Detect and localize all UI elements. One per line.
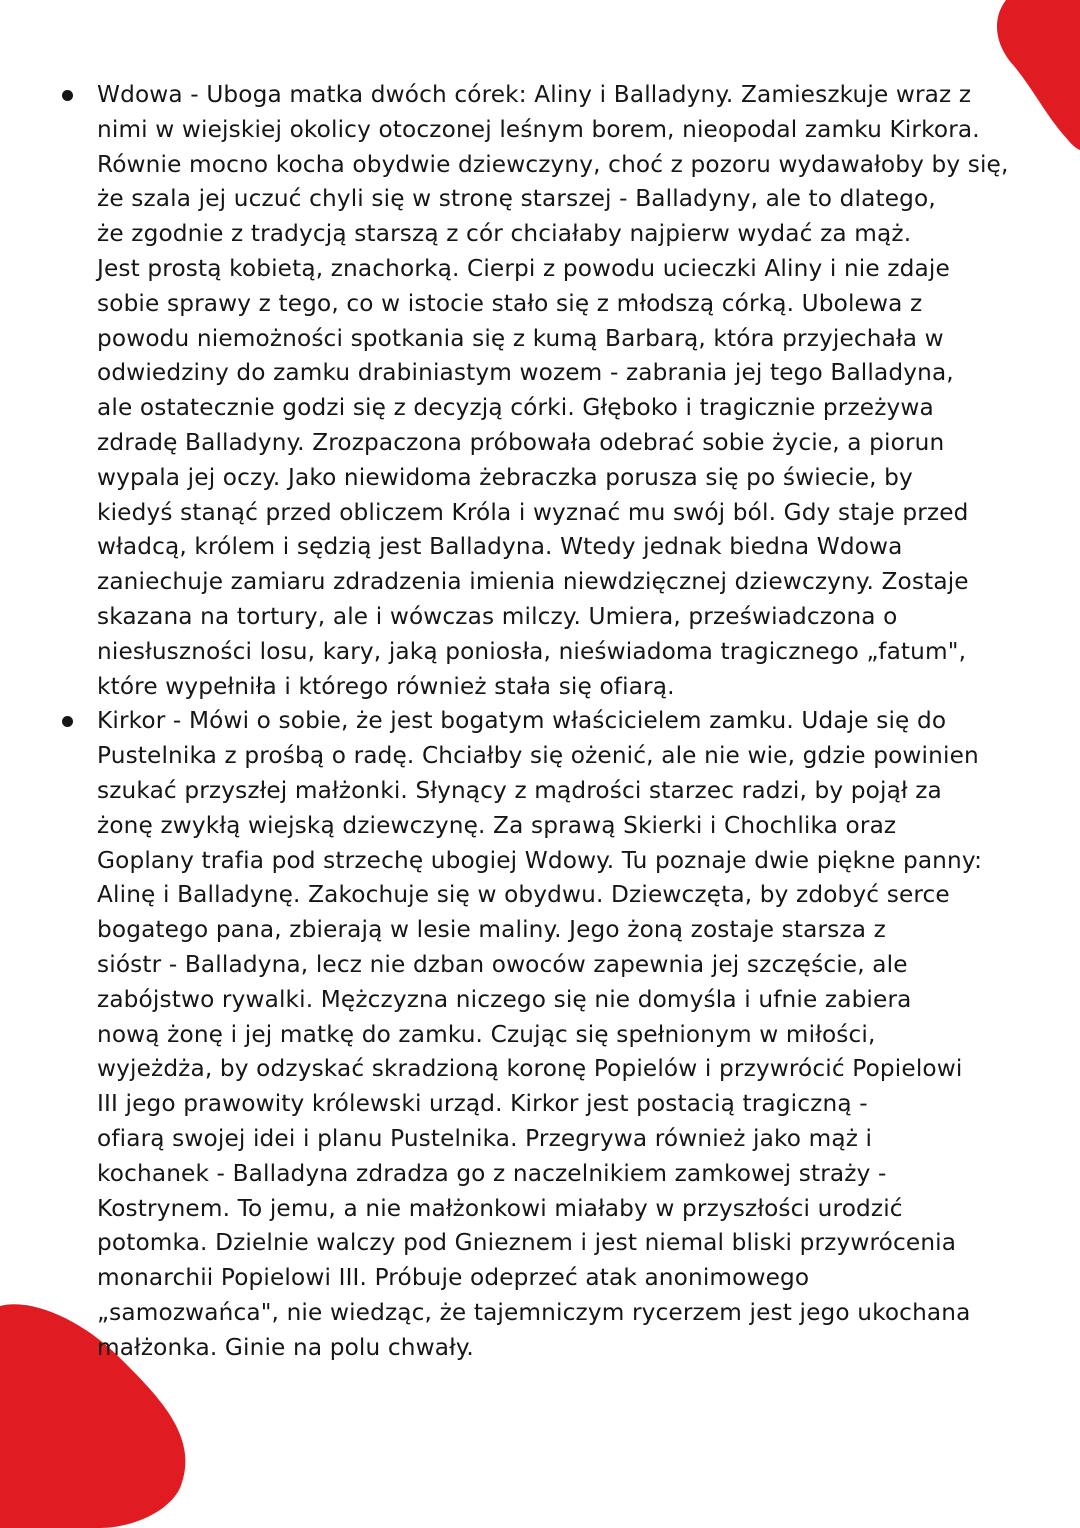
text-line: Kostrynem. To jemu, a nie małżonkowi miałaby w przyszłości urodzić <box>97 1194 903 1222</box>
text-line: szukać przyszłej małżonki. Słynący z mądrości starzec radzi, by pojął za <box>97 776 942 804</box>
text-line: bogatego pana, zbierają w lesie maliny. Jego żoną zostaje starsza z <box>97 916 886 944</box>
text-line: potomka. Dzielnie walczy pod Gnieznem i jest niemal bliski przywrócenia <box>97 1229 957 1257</box>
text-line: ale ostatecznie godzi się z decyzją córki. Głęboko i tragicznie przeżywa <box>97 394 934 422</box>
text-line: niesłuszności losu, kary, jaką poniosła, nieświadoma tragicznego „fatum", <box>97 637 967 665</box>
text-line: małżonka. Ginie na polu chwały. <box>97 1333 474 1361</box>
text-line: Wdowa - Uboga matka dwóch córek: Aliny i Balladyny. Zamieszkuje wraz z <box>97 81 972 108</box>
bullet-icon <box>62 90 73 101</box>
text-line: że zgodnie z tradycją starszą z cór chciałaby najpierw wydać za mąż. <box>97 220 912 248</box>
text-line: Kirkor - Mówi o sobie, że jest bogatym właścicielem zamku. Udaje się do <box>97 707 947 735</box>
text-line: że szala jej uczuć chyli się w stronę starszej - Balladyny, ale to dlatego, <box>97 185 936 213</box>
text-line: nimi w wiejskiej okolicy otoczonej leśnym borem, nieopodal zamku Kirkora. <box>97 115 980 143</box>
text-line: monarchii Popielowi III. Próbuje odeprzeć atak anonimowego <box>97 1264 810 1292</box>
text-line: „samozwańca", nie wiedząc, że tajemniczym rycerzem jest jego ukochana <box>97 1298 971 1326</box>
text-line: odwiedziny do zamku drabiniastym wozem - zabrania jej tego Balladyna, <box>97 359 954 387</box>
text-line: które wypełniła i którego również stała się ofiarą. <box>97 672 675 700</box>
text-line: władcą, królem i sędzią jest Balladyna. Wtedy jednak biedna Wdowa <box>97 533 903 561</box>
text-line: Goplany trafia pod strzechę ubogiej Wdowy. Tu poznaje dwie piękne panny: <box>97 846 983 874</box>
text-line: wypala jej oczy. Jako niewidoma żebraczka porusza się po świecie, by <box>97 463 913 491</box>
text-line: Jest prostą kobietą, znachorką. Cierpi z powodu ucieczki Aliny i nie zdaje <box>97 254 950 282</box>
text-line: Alinę i Balladynę. Zakochuje się w obydwu. Dziewczęta, by zdobyć serce <box>97 881 950 909</box>
text-line: żonę zwykłą wiejską dziewczynę. Za sprawą Skierki i Chochlika oraz <box>97 811 897 839</box>
text-line: wyjeżdża, by odzyskać skradzioną koronę Popielów i przywrócić Popielowi <box>97 1055 963 1083</box>
character-list <box>58 78 1023 1365</box>
text-line: zdradę Balladyny. Zrozpaczona próbowała odebrać sobie życie, a piorun <box>97 428 945 456</box>
text-line: nową żonę i jej matkę do zamku. Czując się spełnionym w miłości, <box>97 1020 876 1048</box>
entry-kirkor <box>58 704 1023 1365</box>
text-line: kiedyś stanąć przed obliczem Króla i wyznać mu swój ból. Gdy staje przed <box>97 498 969 526</box>
text-line: zabójstwo rywalki. Mężczyzna niczego się nie domyśla i ufnie zabiera <box>97 985 912 1013</box>
text-line: Równie mocno kocha obydwie dziewczyny, choć z pozoru wydawałoby by się, <box>97 150 1009 178</box>
text-line: Pustelnika z prośbą o radę. Chciałby się ożenić, ale nie wie, gdzie powinien <box>97 742 979 770</box>
text-line: sióstr - Balladyna, lecz nie dzban owoców zapewnia jej szczęście, ale <box>97 950 908 978</box>
text-line: sobie sprawy z tego, co w istocie stało się z młodszą córką. Ubolewa z <box>97 289 923 317</box>
character-notes <box>58 78 1023 1365</box>
text-line: zaniechuje zamiaru zdradzenia imienia niewdzięcznej dziewczyny. Zostaje <box>97 568 969 596</box>
entry-wdowa <box>58 78 1023 704</box>
bullet-icon <box>62 716 73 727</box>
text-line: ofiarą swojej idei i planu Pustelnika. Przegrywa również jako mąż i <box>97 1124 873 1152</box>
text-line: kochanek - Balladyna zdradza go z naczelnikiem zamkowej straży - <box>97 1159 887 1187</box>
text-line: skazana na tortury, ale i wówczas milczy. Umiera, przeświadczona o <box>97 602 898 630</box>
text-line: III jego prawowity królewski urząd. Kirkor jest postacią tragiczną - <box>97 1090 868 1118</box>
text-line: powodu niemożności spotkania się z kumą Barbarą, która przyjechała w <box>97 324 944 352</box>
